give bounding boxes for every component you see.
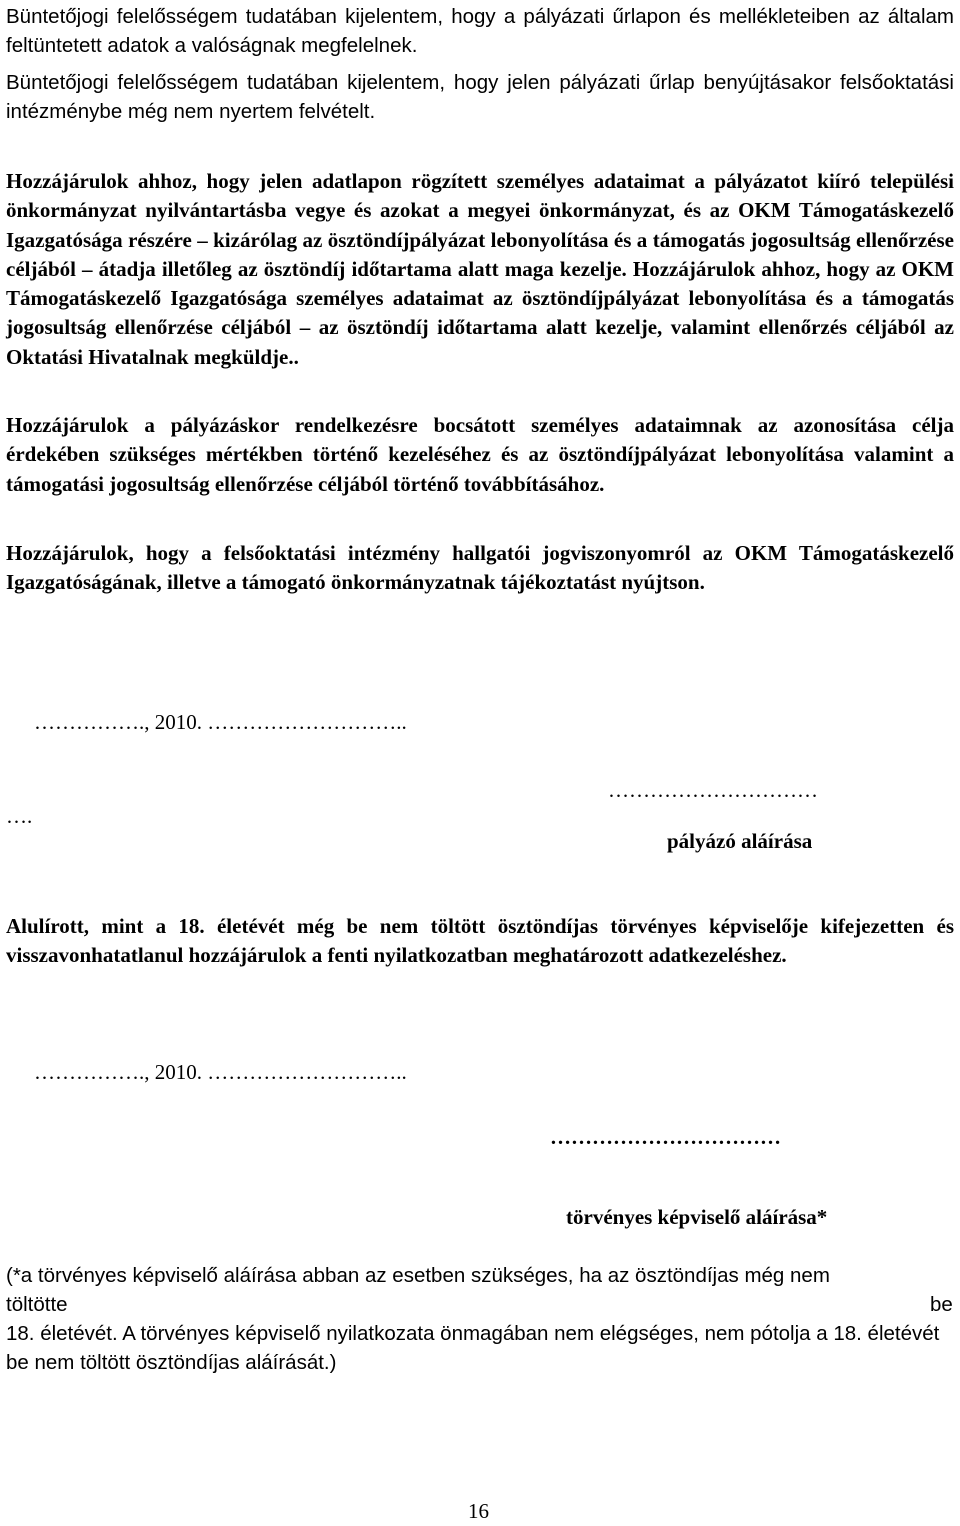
applicant-place-date: ……………., 2010. ……………………….. [34,710,407,734]
representative-signature-line: …………………………… [550,1125,781,1149]
consent-university-info: Hozzájárulok, hogy a felsőoktatási intézmény hallgatói jogviszonyomról az OKM Támogatáskezelő Igazgatóságának, illetve a támogató önkormányzatnak tájékoztatást nyújtson. [6,541,954,595]
consent-data-handling: Hozzájárulok ahhoz, hogy jelen adatlapon rögzített személyes adataimat a pályázatot kiíró települési önkormányzat nyilvántartásba vegye és azokat a megyei önkormányzat, és az OKM Támogatáskezelő Igazgatósága részére – kizárólag az ösztöndíjpályázat lebonyolítása és a támogatás jogosultság ellenőrzése céljából – átadja illetőleg az ösztöndíj időtartama alatt maga kezelje. Hozzájárulok ahhoz, hogy az OKM Támogatáskezelő Igazgatósága személyes adataimat az ösztöndíjpályázat lebonyolítása és a támogatás jogosultság ellenőrzése céljából – az ösztöndíj időtartama alatt kezelje, valamint ellenőrzés céljából az Oktatási Hivatalnak megküldje.. [6,169,954,369]
applicant-signature-line: ………………………… [608,778,818,802]
declaration-no-admission: Büntetőjogi felelősségem tudatában kijelentem, hogy jelen pályázati űrlap benyújtásakor felsőoktatási intézménybe még nem nyertem felvételt. [6,71,954,123]
footnote-line-3: 18. életévét. A törvényes képviselő nyilatkozata önmagában nem elégséges, nem pótolja a 18. életévét be nem töltött ösztöndíjas aláírását.) [6,1322,940,1374]
applicant-dots: …. [6,804,33,828]
consent-data-transfer: Hozzájárulok a pályázáskor rendelkezésre bocsátott személyes adataimnak az azonosítása célja érdekében szükséges mértékben történő kezeléséhez és az ösztöndíjpályázat lebonyolítása valamint a támogatási jogosultság ellenőrzése céljából történő továbbításához. [6,413,954,496]
footnote-line-1: (*a törvényes képviselő aláírása abban az esetben szükséges, ha az ösztöndíjas még nem [6,1264,830,1287]
footnote-line-2-right: be [930,1293,953,1316]
representative-signature-label: törvényes képviselő aláírása* [566,1205,828,1229]
page-number: 16 [468,1499,489,1523]
declaration-data-accuracy: Büntetőjogi felelősségem tudatában kijelentem, hogy a pályázati űrlapon és mellékleteiben az általam feltüntetett adatok a valóságnak megfelelnek. [6,5,954,57]
representative-place-date: ……………., 2010. ……………………….. [34,1060,407,1084]
applicant-signature-label: pályázó aláírása [667,829,813,853]
representative-statement: Alulírott, mint a 18. életévét még be nem töltött ösztöndíjas törvényes képviselője kifejezetten és visszavonhatatlanul hozzájárulok a fenti nyilatkozatban meghatározott adatkezeléshez. [6,914,954,967]
footnote-line-2-left: töltötte [6,1293,68,1316]
